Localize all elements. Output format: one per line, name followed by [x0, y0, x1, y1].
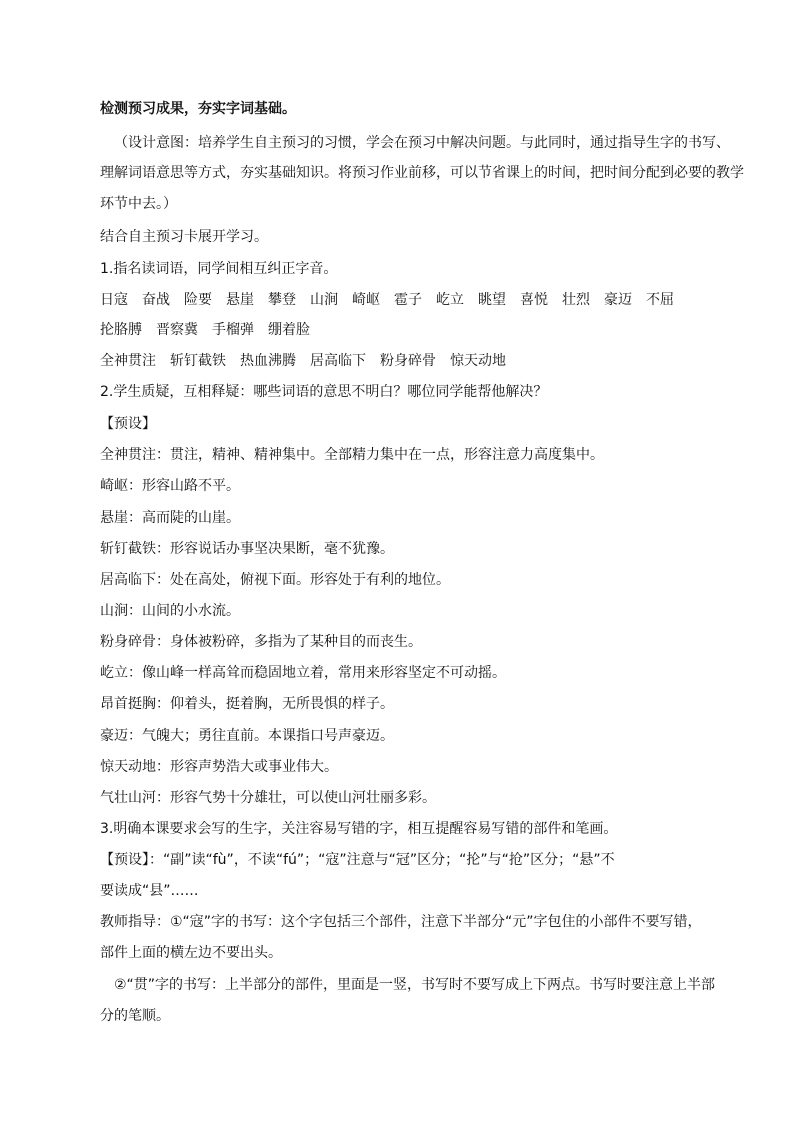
teacher-guide-line-2: 部件上面的横左边不要出头。 [100, 945, 282, 961]
definition-item: 崎岖：形容山路不平。 [100, 478, 240, 494]
step-2: 2.学生质疑，互相释疑：哪些词语的意思不明白？哪位同学能帮他解决？ [100, 384, 548, 400]
guide-2-line-1: ②“贯”字的书写：上半部分的部件，里面是一竖，书写时不要写成上下两点。书写时要注意上半部 [114, 977, 716, 993]
preset-2-line-1: 【预设】：“副”读“fù”，不读“fú”；“寇”注意与“冠”区分；“抡”与“抢”区分；“悬”不 [100, 852, 615, 868]
definition-item: 山涧：山间的小水流。 [100, 603, 240, 619]
definition-item: 粉身碎骨：身体被粉碎，多指为了某种目的而丧生。 [100, 634, 422, 650]
step-3: 3.明确本课要求会写的生字，关注容易写错的字，相互提醒容易写错的部件和笔画。 [100, 821, 618, 837]
guide-2-line-2: 分的笔顺。 [100, 1008, 170, 1024]
word-row-2: 抡胳膊 晋察冀 手榴弹 绷着脸 [100, 322, 310, 338]
step-1: 1.指名读词语，同学间相互纠正字音。 [100, 261, 338, 277]
definition-item: 气壮山河：形容气势十分雄壮，可以使山河壮丽多彩。 [100, 790, 436, 806]
definition-item: 悬崖：高而陡的山崖。 [100, 510, 240, 526]
word-row-1: 日寇 奋战 险要 悬崖 攀登 山涧 崎岖 雹子 屹立 眺望 喜悦 壮烈 豪迈 不屈 [100, 292, 674, 308]
preset-label: 【预设】 [100, 416, 156, 432]
word-row-3: 全神贯注 斩钉截铁 热血沸腾 居高临下 粉身碎骨 惊天动地 [100, 353, 506, 369]
definition-item: 豪迈：气魄大；勇往直前。本课指口号声豪迈。 [100, 728, 394, 744]
definition-item: 昂首挺胸：仰着头，挺着胸，无所畏惧的样子。 [100, 696, 394, 712]
preset-2-line-2: 要读成“县”…… [100, 883, 199, 899]
intro-text: 结合自主预习卡展开学习。 [100, 229, 268, 245]
definition-item: 惊天动地：形容声势浩大或事业伟大。 [100, 759, 338, 775]
definition-item: 居高临下：处在高处，俯视下面。形容处于有利的地位。 [100, 572, 450, 588]
definition-item: 全神贯注：贯注，精神、精神集中。全部精力集中在一点，形容注意力高度集中。 [100, 447, 604, 463]
definition-item: 斩钉截铁：形容说话办事坚决果断，毫不犹豫。 [100, 541, 394, 557]
design-intent-line-3: 环节中去。） [100, 196, 177, 212]
design-intent-line-2: 理解词语意思等方式，夯实基础知识。将预习作业前移，可以节省课上的时间，把时间分配到必要的教学 [100, 165, 744, 181]
section-heading: 检测预习成果，夯实字词基础。 [100, 101, 296, 117]
definition-item: 屹立：像山峰一样高耸而稳固地立着，常用来形容坚定不可动摇。 [100, 665, 506, 681]
teacher-guide-line-1: 教师指导：①“寇”字的书写：这个字包括三个部件，注意下半部分“元”字包住的小部件不要写错， [100, 914, 702, 930]
design-intent-line-1: （设计意图：培养学生自主预习的习惯，学会在预习中解决问题。与此同时，通过指导生字的书写、 [114, 135, 730, 151]
